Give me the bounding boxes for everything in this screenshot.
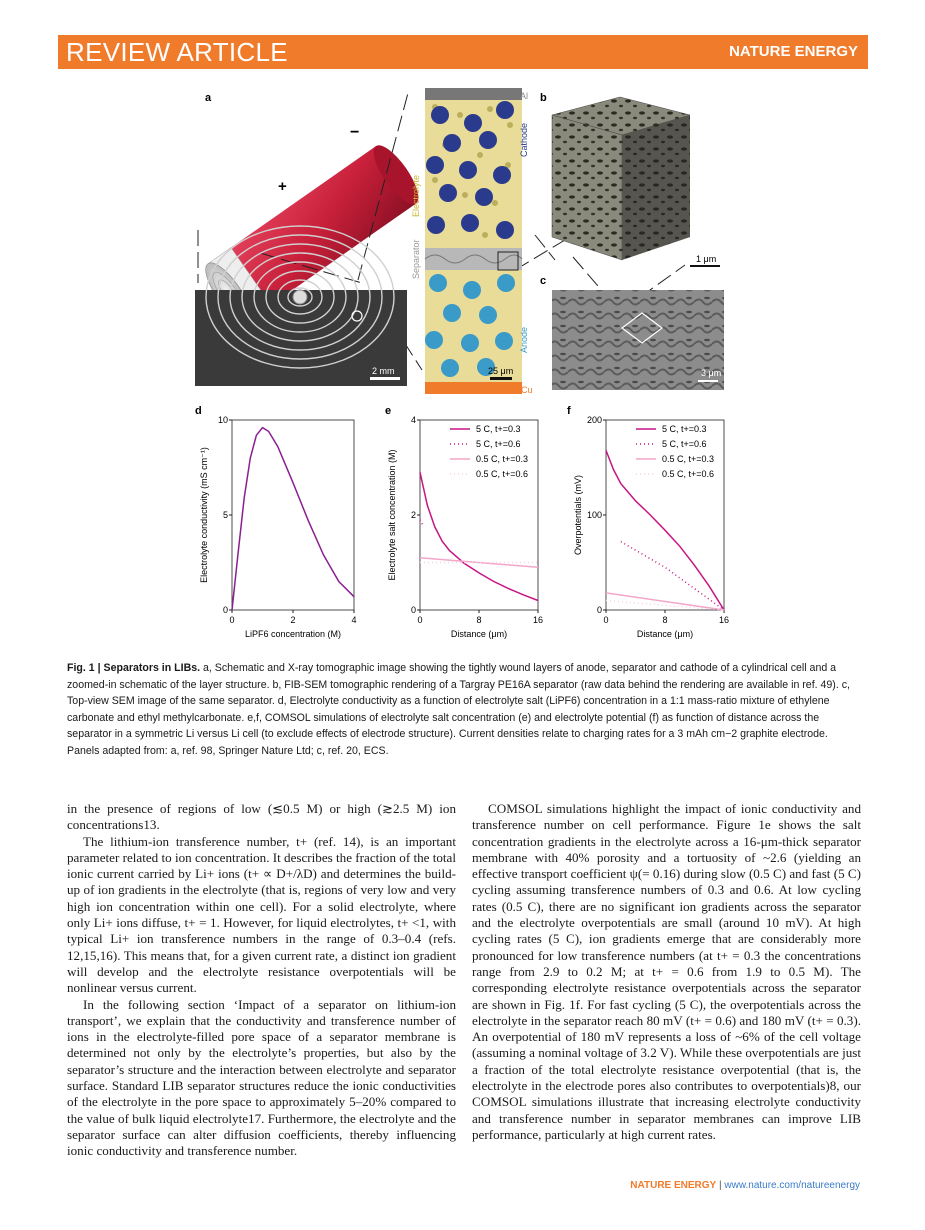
x-tick-label-d: 0 xyxy=(229,615,235,625)
y-axis-label-e: Electrolyte salt concentration (M) xyxy=(387,449,397,581)
footer-journal: NATURE ENERGY xyxy=(630,1180,717,1191)
x-tick-label-f: 16 xyxy=(718,615,730,625)
figure-top xyxy=(190,85,735,400)
x-tick-label-e: 8 xyxy=(476,615,482,625)
plus-sign: + xyxy=(278,178,287,195)
series-line-d-0 xyxy=(232,428,354,610)
label-separator: Separator xyxy=(411,239,421,279)
x-tick-label-f: 0 xyxy=(603,615,609,625)
caption-text: a, Schematic and X-ray tomographic image showing the tightly wound layers of anode, separator and cathode of a cylindrical cell and a zoomed-in schematic of the layer structure. b, FIB-SEM tomographic rendering of a Targray PE16A separator (raw data behind the rendering are available in ref. 49). c, Top-view SEM image of the same separator. d, Electrolyte conductivity as a function of electrolyte salt (LiPF6) concentration in a 1:1 mass-ratio mixture of ethylene carbonate and ethyl methylcarbonate. e,f, COMSOL simulations of electrolyte salt concentration (e) and electrolyte potential (f) as function of distance across the separator in a symmetric Li versus Li cell (to exclude effects of electrode structure). Current densities relate to charging rates for a 3 mAh cm−2 graphite electrode. Panels adapted from: a, ref. 98, Springer Nature Ltd; c, ref. 20, ECS. xyxy=(67,662,850,757)
footer-url[interactable]: www.nature.com/natureenergy xyxy=(724,1180,860,1191)
section-label: REVIEW ARTICLE xyxy=(66,37,288,67)
figure-caption xyxy=(67,660,859,759)
layer-structure xyxy=(425,88,522,394)
scale-3um: 3 μm xyxy=(701,368,722,378)
left-paragraph-2: The lithium-ion transference number, t+ (ref. 14), is an important parameter related to ion concentration. It describes the fraction of the total ionic current carried by Li+ ions (t+ ∝ D+/λD) and determines the build-up of ion gradients in the electrolyte (that is, regions of very low and very high ion concentration within one cell). For a solid electrolyte, where only Li+ ions diffuse, t+ = 1. However, for liquid electrolytes, t+ <1, with typical Li+ ion transference numbers in the range of 0.3–0.4 (refs. 12,15,16). This means that, for a given current rate, a distinct ion gradient will develop and the electrolyte resistance overpotentials will be nonlinear versus current. xyxy=(67,833,457,996)
scale-25um: 25 μm xyxy=(488,366,514,376)
y-tick-label-f: 0 xyxy=(596,605,602,615)
y-tick-label-d: 5 xyxy=(222,510,228,520)
series-line-f-2 xyxy=(606,593,724,610)
y-axis-label-f: Overpotentials (mV) xyxy=(573,474,583,556)
panel-label-d: d xyxy=(195,405,202,417)
body-right-column xyxy=(472,801,861,1143)
x-tick-label-e: 0 xyxy=(417,615,423,625)
y-tick-label-e: 4 xyxy=(410,415,416,425)
legend-label-e-3: 0.5 C, t+=0.6 xyxy=(476,469,529,479)
footer xyxy=(630,1180,860,1191)
x-axis-label-e: Distance (μm) xyxy=(450,629,508,639)
y-tick-label-d: 10 xyxy=(217,415,228,425)
y-axis-label-d: Electrolyte conductivity (mS cm⁻¹) xyxy=(199,447,209,583)
label-electrolyte: Electrolyte xyxy=(411,174,421,217)
legend-label-f-1: 5 C, t+=0.6 xyxy=(662,439,707,449)
x-tick-label-d: 2 xyxy=(290,615,296,625)
legend-label-e-2: 0.5 C, t+=0.3 xyxy=(476,454,529,464)
legend-label-f-2: 0.5 C, t+=0.3 xyxy=(662,454,715,464)
y-tick-label-f: 200 xyxy=(586,415,602,425)
panel-label-b: b xyxy=(540,92,547,104)
label-cathode: Cathode xyxy=(519,122,529,157)
journal-name: NATURE ENERGY xyxy=(729,43,858,60)
minus-sign: − xyxy=(350,124,360,141)
x-tick-label-e: 16 xyxy=(532,615,544,625)
x-axis-label-f: Distance (μm) xyxy=(636,629,694,639)
x-axis-label-d: LiPF6 concentration (M) xyxy=(244,629,342,639)
body-left-column xyxy=(67,801,456,1160)
series-line-e-1 xyxy=(420,520,424,527)
charts xyxy=(190,400,750,645)
fib-sem-cube xyxy=(552,97,690,260)
scale-2mm: 2 mm xyxy=(372,366,395,376)
y-tick-label-d: 0 xyxy=(222,605,228,615)
label-al: Al xyxy=(520,91,529,101)
footer-separator: | xyxy=(716,1180,725,1191)
left-paragraph-1: in the presence of regions of low (≲0.5 M) or high (≳2.5 M) ion concentrations13. xyxy=(67,801,456,833)
right-paragraph-1: COMSOL simulations highlight the impact of ionic conductivity and transference number on cell performance. Figure 1e shows the salt concentration gradients in the electrolyte across a 16-μm-thick separator membrane with 40% porosity and a tortuosity of ~2.6 (yielding an effective transport coefficient ψ(= 0.16) during slow (0.5 C) and fast (5 C) cycling assuming transference numbers of 0.3 and 0.6. At low cycling rates (0.5 C), there are no significant ion gradients across the separator and the electrolyte overpotentials are small (around 10 mV). At high cycling rates (5 C), ion gradients emerge that are considerably more pronounced for low transference numbers (at t+ = 0.3 the concentrations range from 2.9 to 0.2 M; at t+ = 0.6 from 1.9 to 0.5 M). The corresponding electrolyte resistance overpotentials across the separator are shown in Fig. 1f. For fast cycling (5 C), the overpotentials across the electrolyte in the separator reach 80 mV (t+ = 0.6) and 180 mV (t+ = 0.3). An overpotential of 180 mV represents a loss of ~6% of the cell voltage (assuming a nominal voltage of 3.2 V). While these overpotentials are just a fraction of the total electrolyte resistance overpotential (that is, the electrolyte in the electrode pores also contributes to overpotentials)8, our COMSOL simulations illustrate that increasing electrolyte conductivity and transference number in separator membranes can improve LIB performance, particularly at high current rates. xyxy=(472,801,861,1142)
plot-frame-d xyxy=(232,420,354,610)
y-tick-label-e: 0 xyxy=(410,605,416,615)
label-anode: Anode xyxy=(519,326,529,353)
panel-label-f: f xyxy=(567,405,571,417)
legend-label-e-1: 5 C, t+=0.6 xyxy=(476,439,521,449)
panel-label-e: e xyxy=(385,405,392,417)
scale-1um: 1 μm xyxy=(696,254,717,264)
panel-label-c: c xyxy=(540,275,547,287)
panel-label-a: a xyxy=(205,92,212,104)
caption-label: Fig. 1 | Separators in LIBs. xyxy=(67,662,201,674)
legend-label-f-0: 5 C, t+=0.3 xyxy=(662,424,707,434)
x-tick-label-d: 4 xyxy=(351,615,357,625)
y-tick-label-e: 2 xyxy=(410,510,416,520)
series-line-e-0 xyxy=(420,472,538,600)
series-line-f-1 xyxy=(621,542,724,610)
legend-label-f-3: 0.5 C, t+=0.6 xyxy=(662,469,715,479)
y-tick-label-f: 100 xyxy=(586,510,602,520)
left-paragraph-3: In the following section ‘Impact of a separator on lithium-ion transport’, we explain that the conductivity and transference number of ions in the electrolyte-filled pore space of a separator membrane is determined not only by the electrolyte’s properties, but also by the separator’s structure and the interaction between electrolyte and separator surface. Standard LIB separator structures reduce the ionic conductivities of the electrolyte in the pore space to approximately 5–20% compared to the value of bulk liquid electrolyte17. Furthermore, the electrolyte and the separator surface can alter diffusion coefficients, thereby influencing ionic conductivity and transference number. xyxy=(67,996,456,1159)
label-cu: Cu xyxy=(521,385,533,395)
header-bar xyxy=(58,35,868,69)
legend-label-e-0: 5 C, t+=0.3 xyxy=(476,424,521,434)
x-tick-label-f: 8 xyxy=(662,615,668,625)
